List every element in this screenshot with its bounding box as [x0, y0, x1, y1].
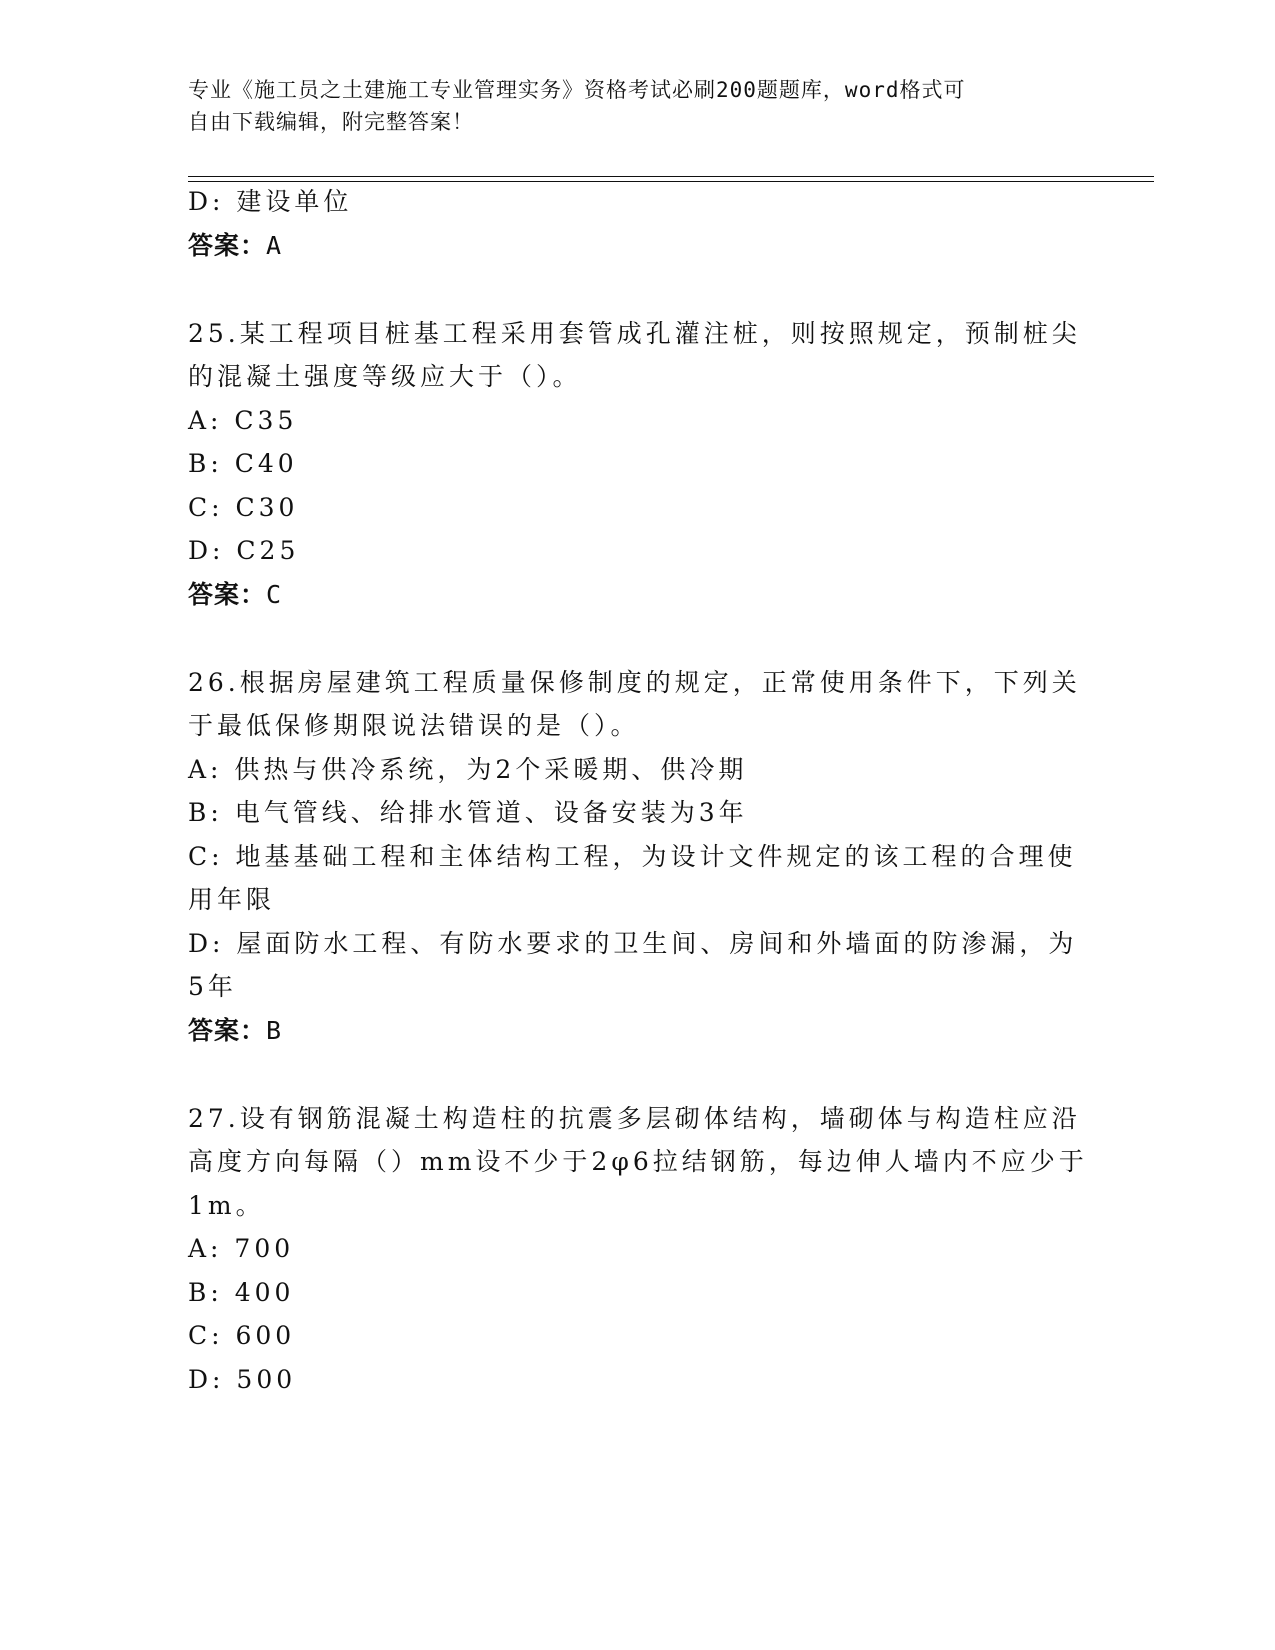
- q27-option-d: D: 500: [188, 1365, 297, 1394]
- q26-stem-line-2: 于最低保修期限说法错误的是（）。: [188, 711, 640, 740]
- answer-value: A: [266, 231, 283, 260]
- document-header: [188, 74, 1068, 138]
- q27-stem-line-2: 高度方向每隔（）mm设不少于2φ6拉结钢筋，每边伸人墙内不应少于: [188, 1147, 1088, 1176]
- q26-option-a: A: 供热与供冷系统，为2个采暖期、供冷期: [188, 755, 748, 784]
- answer-label: 答案：: [188, 231, 267, 260]
- q25-stem-line-2: 的混凝土强度等级应大于（）。: [188, 362, 582, 391]
- q26-answer: [188, 1015, 282, 1047]
- prev-option-d: D: 建设单位: [188, 187, 353, 216]
- header-divider-bottom: [188, 181, 1154, 182]
- prev-answer: [188, 230, 282, 262]
- answer-label: 答案：: [188, 1016, 267, 1045]
- q27-option-b: B: 400: [188, 1278, 295, 1307]
- q25-answer: [188, 579, 282, 611]
- q26-option-d-line-2: 5年: [188, 972, 237, 1001]
- q26-stem-line-1: 26.根据房屋建筑工程质量保修制度的规定，正常使用条件下，下列关: [188, 668, 1081, 697]
- q27-option-a: A: 700: [188, 1234, 295, 1263]
- header-divider-top: [188, 176, 1154, 177]
- q27-option-c: C: 600: [188, 1321, 296, 1350]
- q27-stem-line-1: 27.设有钢筋混凝土构造柱的抗震多层砌体结构，墙砌体与构造柱应沿: [188, 1104, 1081, 1133]
- q25-stem-line-1: 25.某工程项目桩基工程采用套管成孔灌注桩，则按照规定，预制桩尖: [188, 319, 1081, 348]
- header-title-line-1: 专业《施工员之土建施工专业管理实务》资格考试必刷200题题库，word格式可: [188, 78, 966, 102]
- answer-label: 答案：: [188, 580, 267, 609]
- q26-option-c-line-2: 用年限: [188, 885, 276, 914]
- header-title-line-2: 自由下载编辑，附完整答案！: [188, 110, 474, 134]
- answer-value: C: [266, 580, 283, 609]
- q26-option-c-line-1: C: 地基基础工程和主体结构工程，为设计文件规定的该工程的合理使: [188, 842, 1077, 871]
- q27-stem-line-3: 1m。: [188, 1191, 265, 1220]
- q25-option-d: D: C25: [188, 536, 300, 565]
- q25-option-c: C: C30: [188, 493, 299, 522]
- q26-option-d-line-1: D: 屋面防水工程、有防水要求的卫生间、房间和外墙面的防渗漏，为: [188, 929, 1078, 958]
- answer-value: B: [266, 1016, 283, 1045]
- q25-option-b: B: C40: [188, 449, 298, 478]
- q25-option-a: A: C35: [188, 406, 298, 435]
- q26-option-b: B: 电气管线、给排水管道、设备安装为3年: [188, 798, 748, 827]
